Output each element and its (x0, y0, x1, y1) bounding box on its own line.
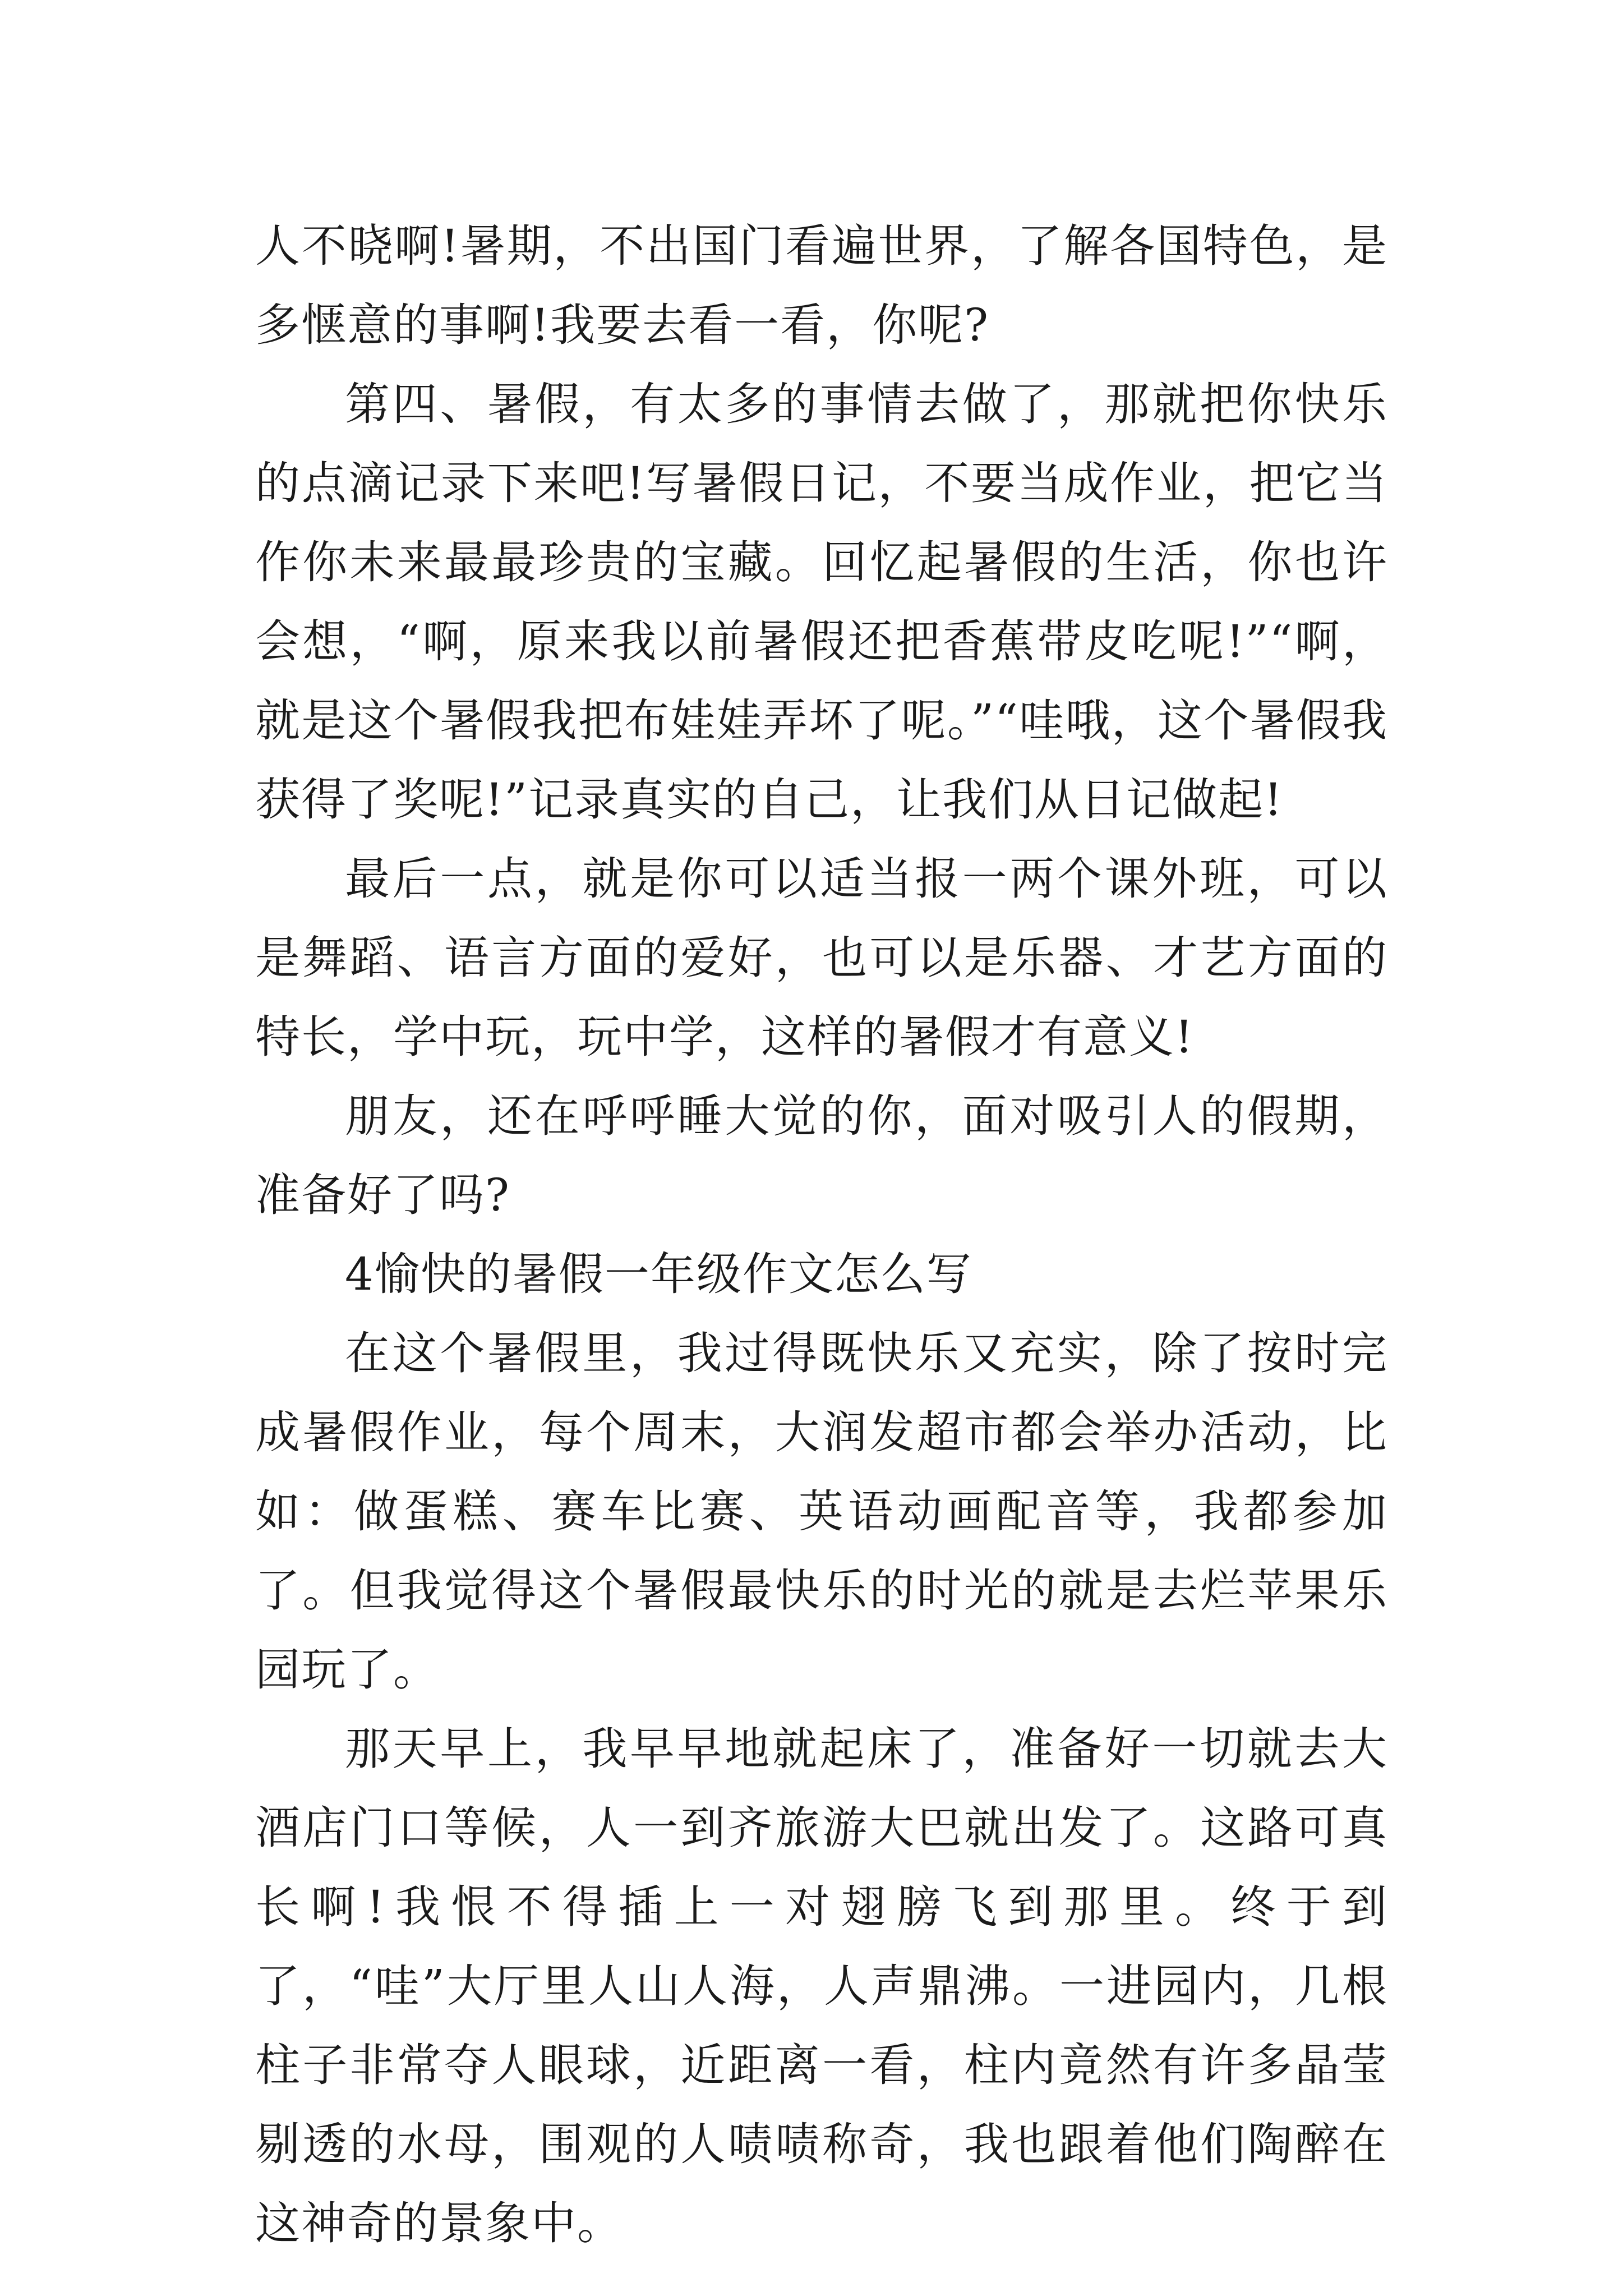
paragraph-4: 朋友，还在呼呼睡大觉的你，面对吸引人的假期，准备好了吗? (255, 1090, 1388, 1221)
paragraph-1: 人不晓啊!暑期，不出国门看遍世界，了解各国特色，是多惬意的事啊!我要去看一看，你呢? (255, 220, 1388, 351)
document-body (255, 206, 1388, 2263)
paragraph-6: 那天早上，我早早地就起床了，准备好一切就去大酒店门口等候，人一到齐旅游大巴就出发了。这路可真长啊!我恨不得插上一对翅膀飞到那里。终于到了，“哇”大厅里人山人海，人声鼎沸。一进园内，几根柱子非常夺人眼球，近距离一看，柱内竟然有许多晶莹剔透的水母，围观的人啧啧称奇，我也跟着他们陶醉在这神奇的景象中。 (255, 1723, 1388, 2249)
section-heading: 4愉快的暑假一年级作文怎么写 (345, 1248, 972, 1300)
paragraph-3: 最后一点，就是你可以适当报一两个课外班，可以是舞蹈、语言方面的爱好，也可以是乐器、才艺方面的特长，学中玩，玩中学，这样的暑假才有意义! (255, 853, 1388, 1063)
paragraph-5: 在这个暑假里，我过得既快乐又充实，除了按时完成暑假作业，每个周末，大润发超市都会举办活动，比如：做蛋糕、赛车比赛、英语动画配音等，我都参加了。但我觉得这个暑假最快乐的时光的就是去烂苹果乐园玩了。 (255, 1327, 1388, 1696)
paragraph-2: 第四、暑假，有太多的事情去做了，那就把你快乐的点滴记录下来吧!写暑假日记，不要当成作业，把它当作你未来最最珍贵的宝藏。回忆起暑假的生活，你也许会想，“啊，原来我以前暑假还把香蕉带皮吃呢!”“啊，就是这个暑假我把布娃娃弄坏了呢。”“哇哦，这个暑假我获得了奖呢!”记录真实的自己，让我们从日记做起! (255, 378, 1388, 826)
